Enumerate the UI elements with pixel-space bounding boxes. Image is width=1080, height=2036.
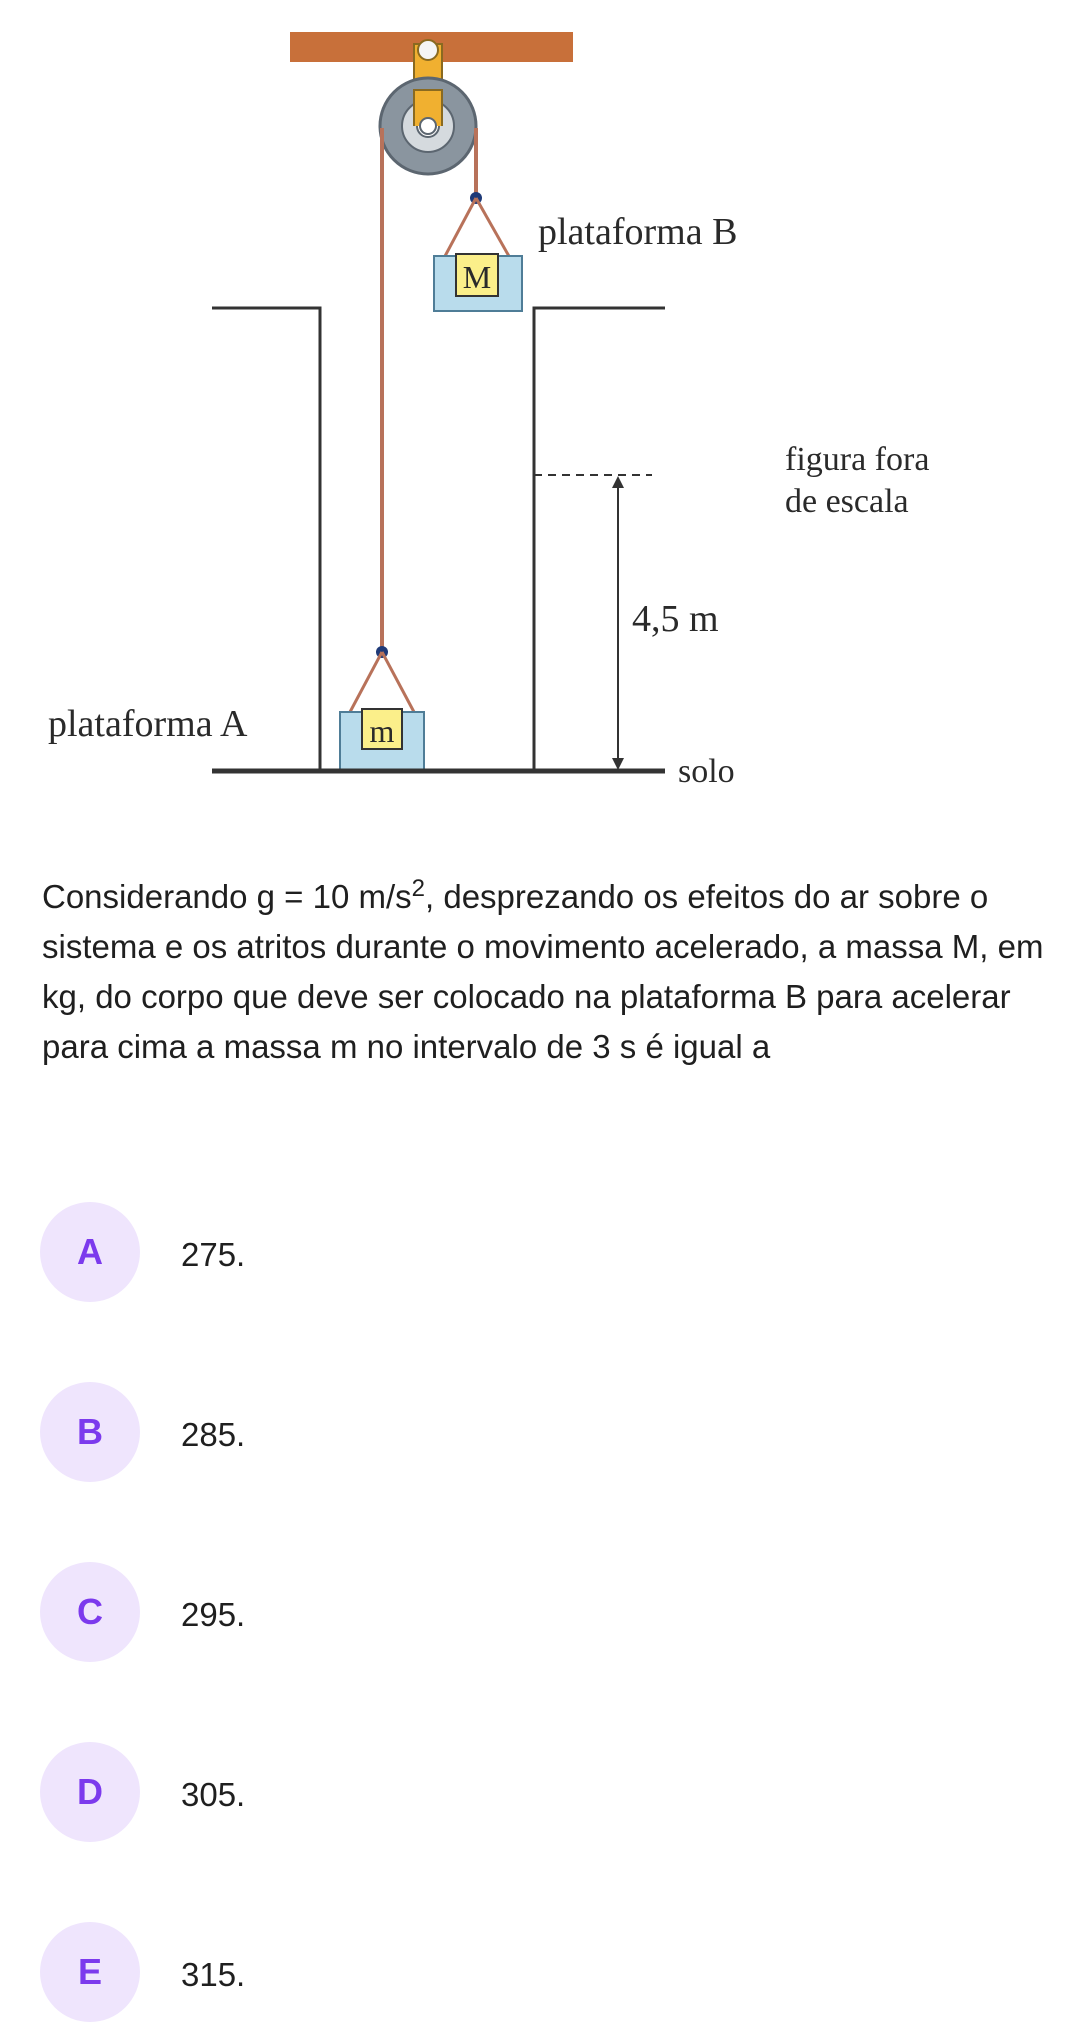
label-ground: solo — [678, 753, 735, 790]
option-letter-badge: E — [40, 1922, 140, 2022]
hanger-a-left — [350, 652, 382, 712]
question-text — [42, 872, 1052, 1072]
label-height: 4,5 m — [632, 598, 719, 640]
height-arrow-top — [612, 476, 624, 488]
pulley-diagram — [0, 0, 1080, 800]
option-b[interactable] — [40, 1382, 1040, 1482]
problem-figure — [0, 0, 1080, 800]
question-text-start: Considerando g = 10 m/s — [42, 878, 412, 915]
option-text: 315. — [181, 1956, 246, 1993]
option-letter-badge: A — [40, 1202, 140, 1302]
option-e[interactable] — [40, 1922, 1040, 2022]
mass-big-label: M — [462, 259, 492, 295]
option-text: 305. — [181, 1776, 246, 1813]
question-text-end: , desprezando os efeitos do ar sobre o sistema e os atritos durante o movimento acelerado, a massa M, em kg, do corpo que deve ser colocado na plataforma B para acelerar para cima a massa m no intervalo de 3 s é igual a — [42, 878, 1044, 1065]
height-arrow-bottom — [612, 758, 624, 770]
mass-small-label: m — [369, 713, 395, 749]
shaft-wall-left — [212, 308, 320, 770]
hanger-b-left — [444, 198, 476, 258]
label-platform-b: plataforma B — [538, 211, 738, 253]
hanger-b-right — [476, 198, 510, 258]
label-scale-line2: de escala — [785, 483, 909, 520]
option-text: 295. — [181, 1596, 246, 1633]
option-a[interactable] — [40, 1202, 1040, 1302]
option-c[interactable] — [40, 1562, 1040, 1662]
exponent: 2 — [411, 875, 425, 902]
option-letter-badge: B — [40, 1382, 140, 1482]
option-text: 285. — [181, 1416, 246, 1453]
option-letter-badge: C — [40, 1562, 140, 1662]
option-letter-badge: D — [40, 1742, 140, 1842]
option-text: 275. — [181, 1236, 246, 1273]
mount-pin — [418, 40, 438, 60]
option-d[interactable] — [40, 1742, 1040, 1842]
answer-options — [40, 1202, 1040, 2036]
pulley-pin — [420, 118, 436, 134]
label-scale-line1: figura fora — [785, 441, 930, 478]
hanger-a-right — [382, 652, 414, 712]
shaft-wall-right — [534, 308, 665, 770]
label-platform-a: plataforma A — [48, 703, 248, 745]
